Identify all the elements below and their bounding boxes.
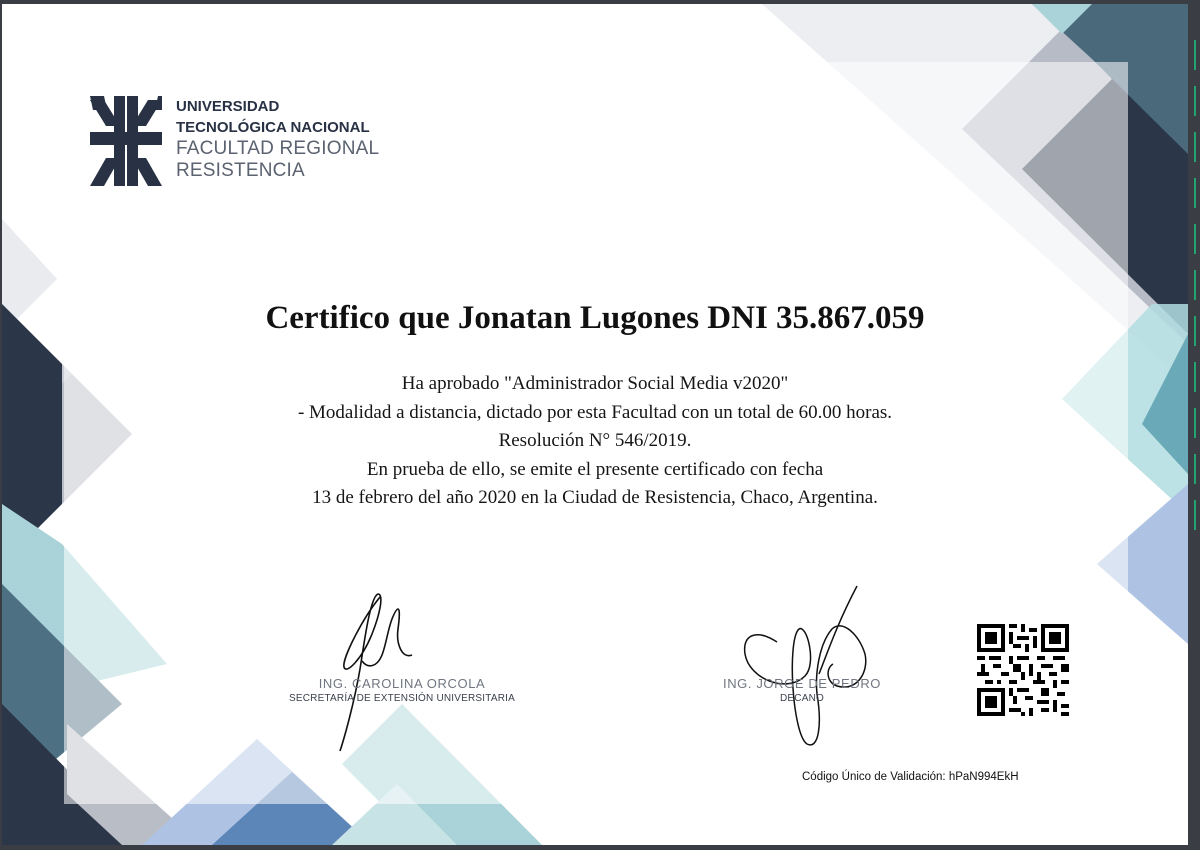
signature-role-2: DECANO bbox=[780, 693, 824, 704]
certificate-page bbox=[2, 4, 1188, 845]
body-line: Ha aprobado "Administrador Social Media v2020" bbox=[401, 373, 789, 394]
logo-line-university: UNIVERSIDAD bbox=[176, 98, 280, 115]
signature-scribble-1 bbox=[322, 589, 432, 759]
university-logo bbox=[90, 96, 420, 191]
signature-name-2: ING. JORGE DE PEDRO bbox=[722, 676, 882, 691]
logo-line-tecnologica: TECNOLÓGICA NACIONAL bbox=[176, 119, 370, 136]
signature-name-1: ING. CAROLINA ORCOLA bbox=[318, 676, 486, 691]
signature-block-2 bbox=[682, 676, 922, 716]
validation-code: Código Único de Validación: hPaN994EkH bbox=[802, 771, 1019, 783]
certificate-title: Certifico que Jonatan Lugones DNI 35.867.059 bbox=[265, 300, 925, 336]
logo-line-resistencia: RESISTENCIA bbox=[176, 160, 305, 181]
body-line: 13 de febrero del año 2020 en la Ciudad de Resistencia, Chaco, Argentina. bbox=[312, 487, 878, 508]
body-line: En prueba de ello, se emite el presente certificado con fecha bbox=[366, 458, 824, 480]
body-line: Resolución N° 546/2019. bbox=[498, 430, 692, 451]
viewer-side-markers bbox=[1190, 40, 1200, 600]
signature-role-1: SECRETARÍA DE EXTENSIÓN UNIVERSITARIA bbox=[289, 693, 515, 704]
qr-code-icon[interactable] bbox=[977, 624, 1069, 716]
certificate-body bbox=[2, 370, 1188, 513]
signature-scribble-2 bbox=[737, 584, 877, 754]
body-line: - Modalidad a distancia, dictado por esta Facultad con un total de 60.00 horas. bbox=[297, 401, 893, 423]
utn-logo-icon bbox=[90, 96, 162, 186]
signature-block-1 bbox=[252, 676, 552, 716]
logo-line-facultad: FACULTAD REGIONAL bbox=[176, 138, 380, 159]
